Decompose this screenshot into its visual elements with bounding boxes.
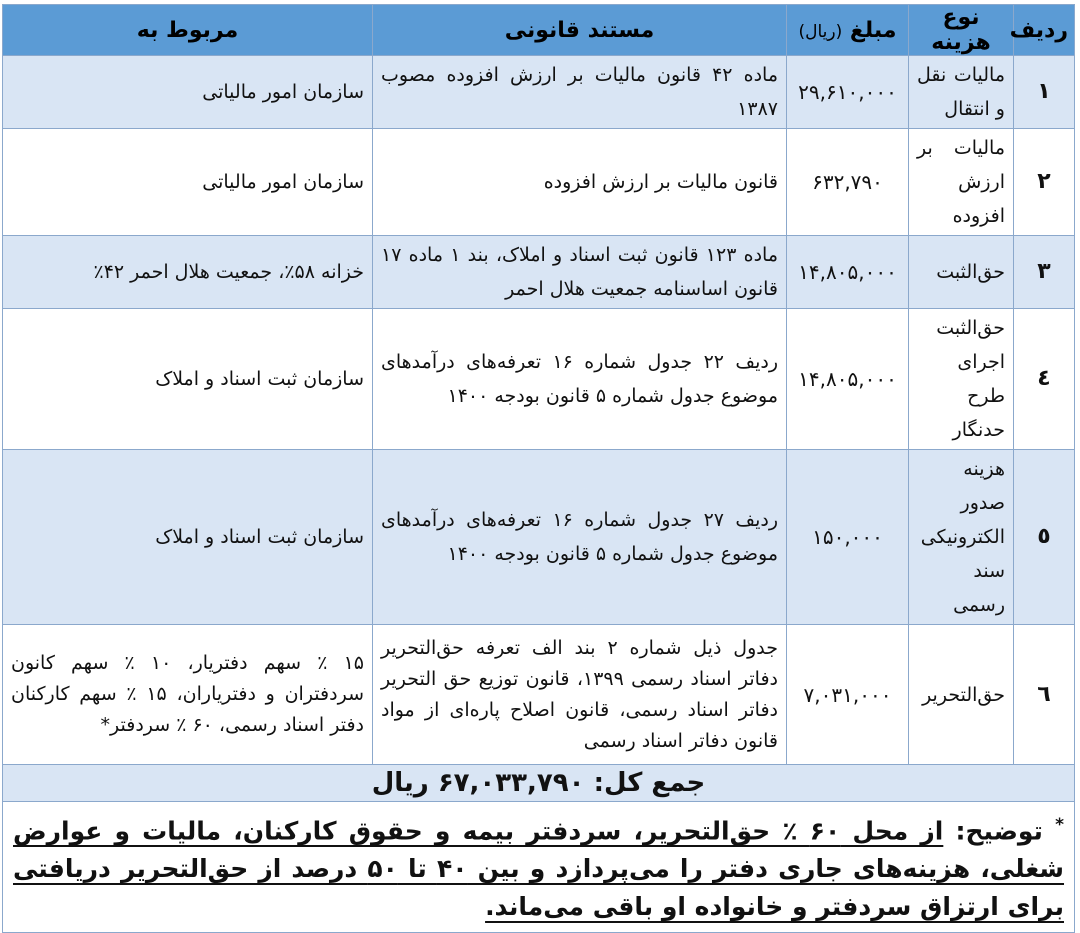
header-cost-type: نوع هزینه [909, 5, 1014, 56]
amount: ۱۴,۸۰۵,۰۰۰ [787, 236, 909, 309]
header-row-number: ردیف [1014, 5, 1075, 56]
row-number: ٥ [1014, 450, 1075, 625]
row-number: ۳ [1014, 236, 1075, 309]
cost-type: هزینه صدور الکترونیکی سند رسمی [909, 450, 1014, 625]
amount: ۱۴,۸۰۵,۰۰۰ [787, 309, 909, 450]
legal-document: جدول ذیل شماره ۲ بند الف تعرفه حق‌التحریر دفاتر اسناد رسمی ۱۳۹۹، قانون توزیع حق التحریر دفاتر اسناد رسمی، قانون اصلاح پاره‌ای از مواد قانون دفاتر اسناد رسمی [373, 625, 787, 765]
table-row [3, 236, 1075, 309]
header-amount [787, 5, 909, 56]
related-to: سازمان امور مالیاتی [3, 56, 373, 129]
table-row [3, 625, 1075, 765]
fee-table [2, 4, 1075, 933]
table-row [3, 450, 1075, 625]
amount: ۶۳۲,۷۹۰ [787, 129, 909, 236]
legal-document: ماده ۴۲ قانون مالیات بر ارزش افزوده مصوب ۱۳۸۷ [373, 56, 787, 129]
related-to: سازمان ثبت اسناد و املاک [3, 309, 373, 450]
total-row [3, 765, 1075, 802]
header-legal-document: مستند قانونی [373, 5, 787, 56]
amount: ۱۵۰,۰۰۰ [787, 450, 909, 625]
row-number: ۲ [1014, 129, 1075, 236]
amount: ۷,۰۳۱,۰۰۰ [787, 625, 909, 765]
explanatory-note [3, 802, 1075, 933]
fee-table-container [2, 4, 1074, 933]
row-number: ٤ [1014, 309, 1075, 450]
note-row [3, 802, 1075, 933]
table-row [3, 309, 1075, 450]
related-to: سازمان ثبت اسناد و املاک [3, 450, 373, 625]
legal-document: ماده ۱۲۳ قانون ثبت اسناد و املاک، بند ۱ ماده ۱۷ قانون اساسنامه جمعیت هلال احمر [373, 236, 787, 309]
related-to: سازمان امور مالیاتی [3, 129, 373, 236]
table-row [3, 56, 1075, 129]
legal-document: ردیف ۲۲ جدول شماره ۱۶ تعرفه‌های درآمدهای موضوع جدول شماره ۵ قانون بودجه ۱۴۰۰ [373, 309, 787, 450]
related-to: خزانه ۵۸٪، جمعیت هلال احمر ۴۲٪ [3, 236, 373, 309]
cost-type: حق‌التحریر [909, 625, 1014, 765]
legal-document: ردیف ۲۷ جدول شماره ۱۶ تعرفه‌های درآمدهای موضوع جدول شماره ۵ قانون بودجه ۱۴۰۰ [373, 450, 787, 625]
cost-type: مالیات نقل و انتقال [909, 56, 1014, 129]
related-to: ۱۵ ٪ سهم دفتریار، ۱۰ ٪ سهم کانون سردفتران و دفتریاران، ۱۵ ٪ سهم کارکنان دفتر اسناد رسمی، ۶۰ ٪ سردفتر* [3, 625, 373, 765]
header-amount-label: مبلغ [849, 17, 897, 43]
note-label: توضیح: [955, 816, 1043, 846]
header-related-to: مربوط به [3, 5, 373, 56]
amount: ۲۹,۶۱۰,۰۰۰ [787, 56, 909, 129]
table-header-row [3, 5, 1075, 56]
legal-document: قانون مالیات بر ارزش افزوده [373, 129, 787, 236]
note-text: از محل ۶۰ ٪ حق‌التحریر، سردفتر بیمه و حقوق کارکنان، مالیات و عوارض شغلی، هزینه‌های جاری دفتر را می‌پردازد و بین ۴۰ تا ۵۰ درصد از حق‌التحریر دریافتی برای ارتزاق سردفتر و خانواده او باقی می‌ماند. [13, 816, 1065, 922]
cost-type: مالیات بر ارزش افزوده [909, 129, 1014, 236]
cost-type: حق‌الثبت اجرای طرح حدنگار [909, 309, 1014, 450]
cost-type: حق‌الثبت [909, 236, 1014, 309]
grand-total: جمع کل: ۶۷,۰۳۳,۷۹۰ ریال [3, 765, 1075, 802]
header-amount-unit: (ریال) [798, 21, 843, 42]
row-number: ۱ [1014, 56, 1075, 129]
table-row [3, 129, 1075, 236]
note-asterisk: * [1055, 815, 1064, 835]
row-number: ٦ [1014, 625, 1075, 765]
